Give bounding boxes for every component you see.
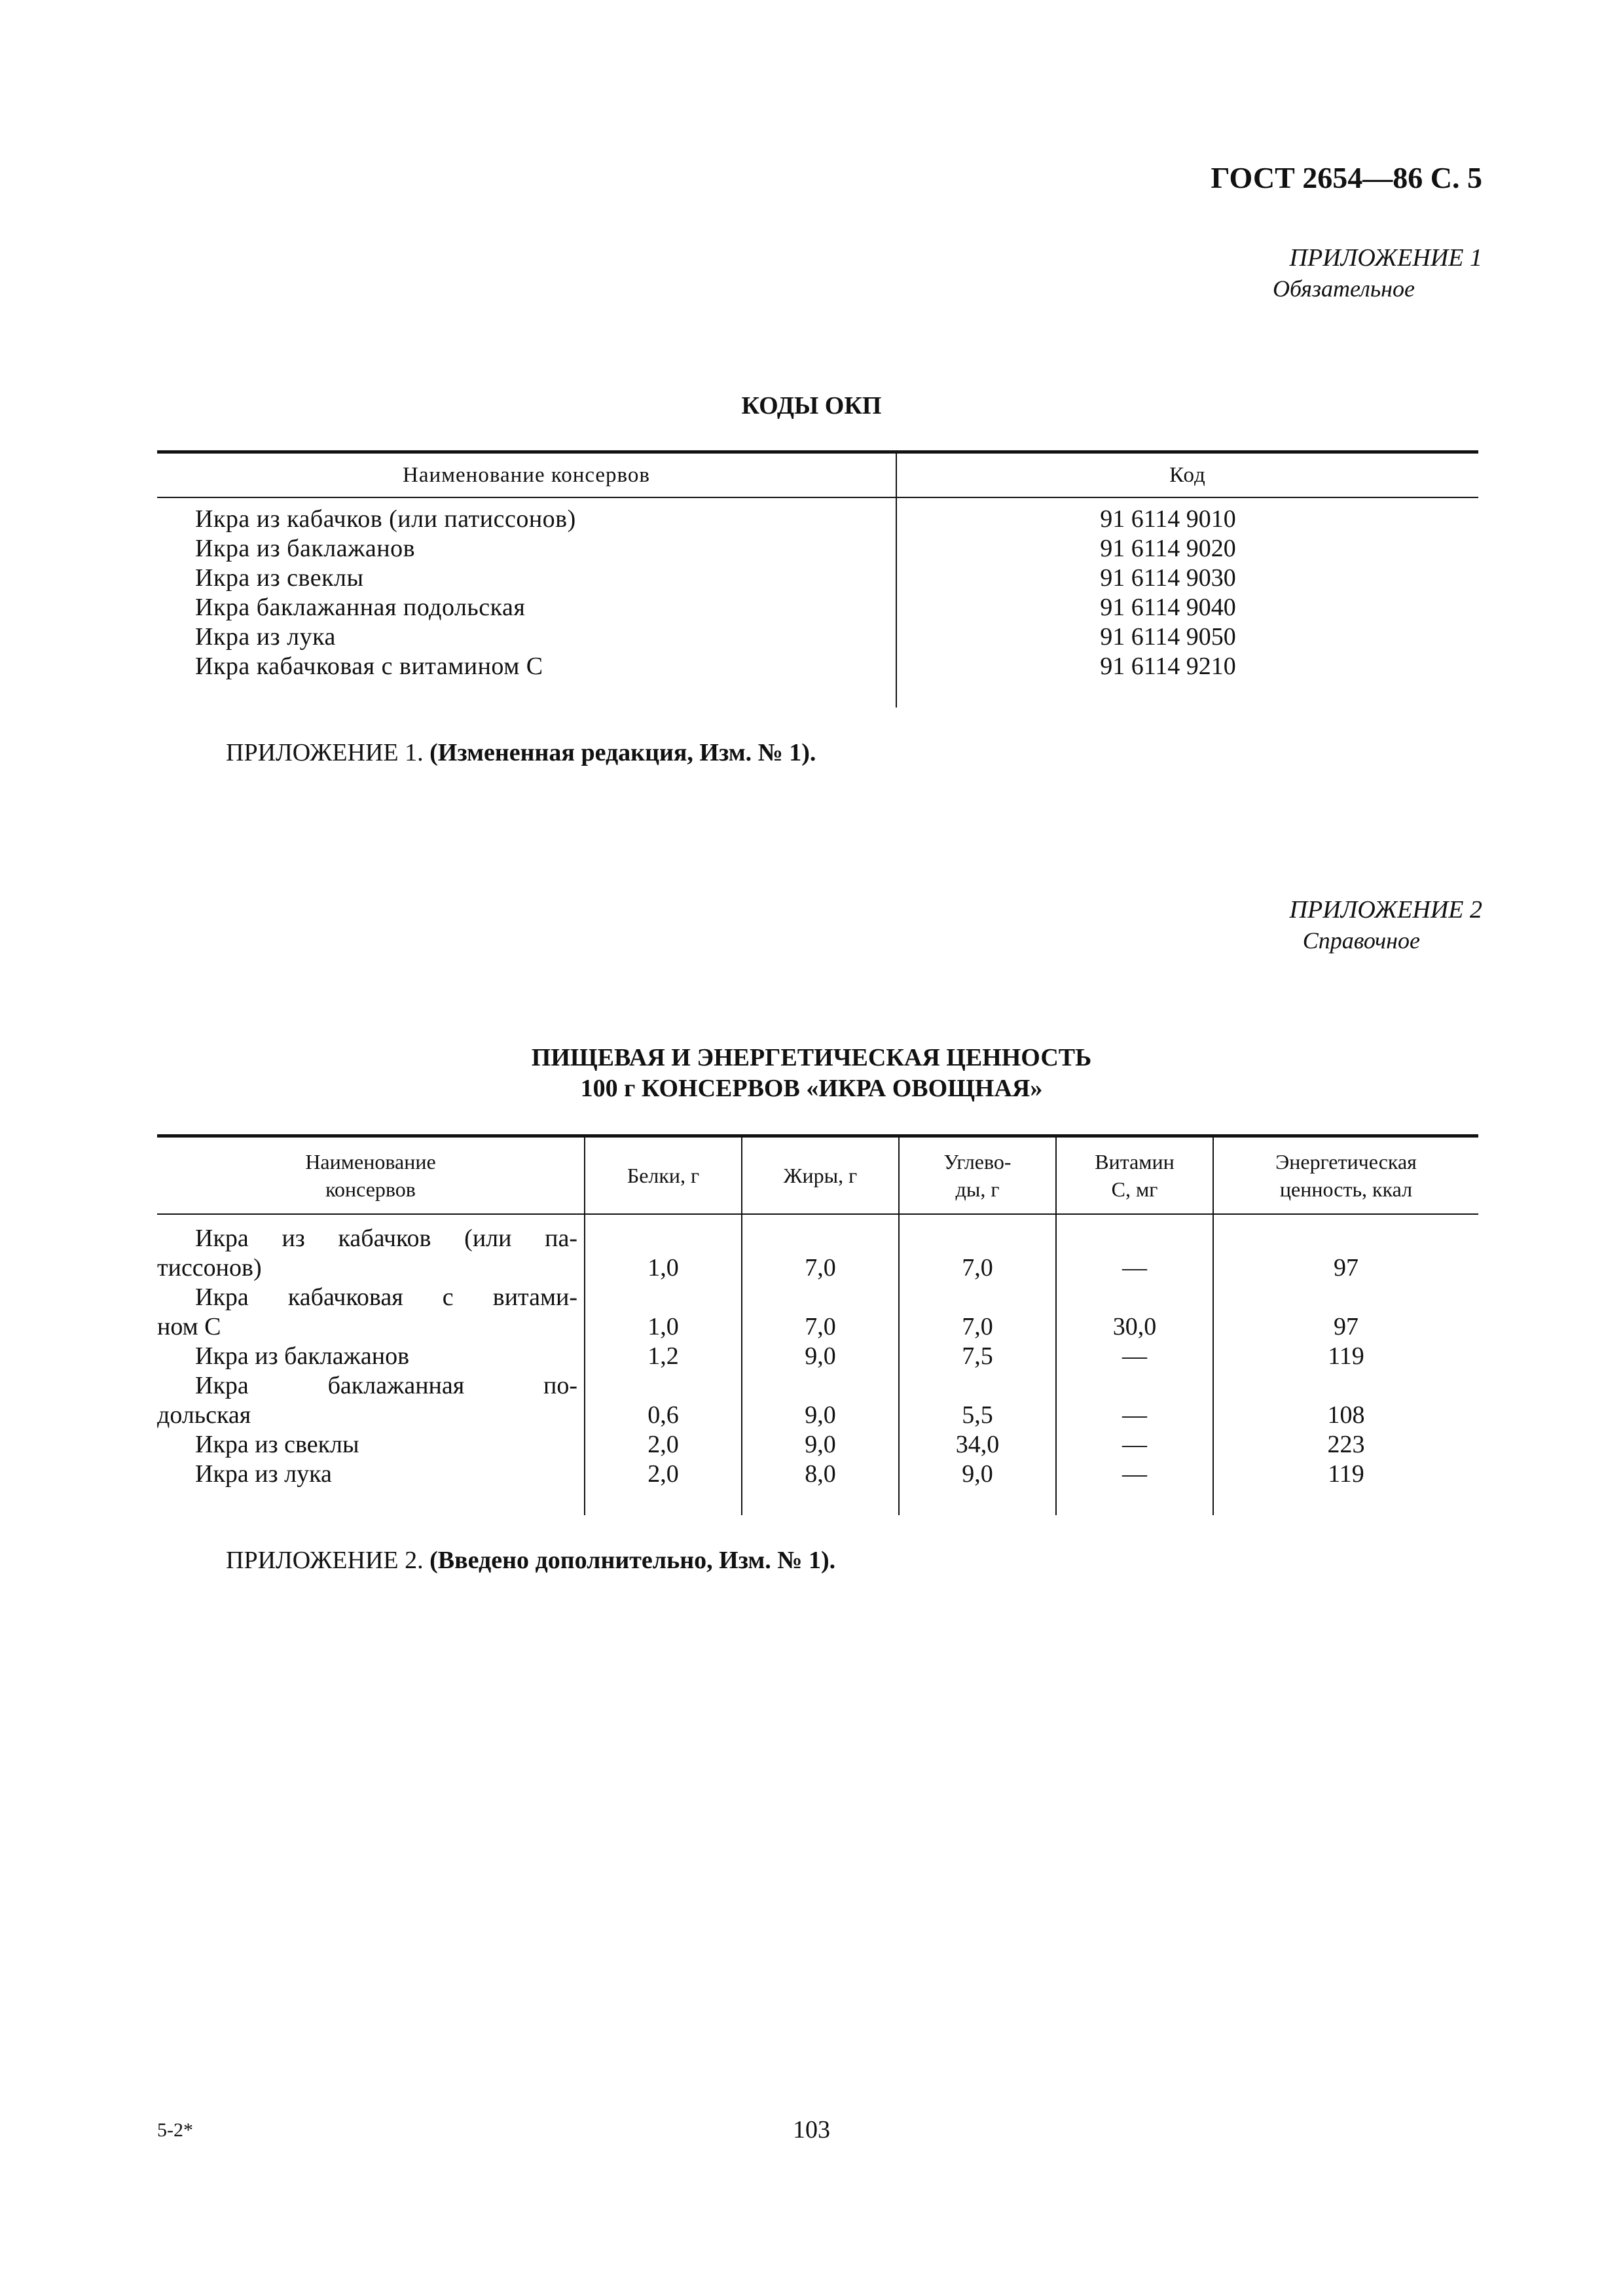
okp-row-name: Икра из свеклы [195, 564, 364, 592]
appendix2-label: ПРИЛОЖЕНИЕ 2 [1289, 896, 1482, 924]
nutrition-protein-column [584, 1215, 741, 1515]
energy-value: 223 [1327, 1431, 1365, 1458]
okp-table-body [157, 498, 1478, 708]
okp-row-name: Икра из кабачков (или патиссонов) [195, 505, 576, 533]
okp-name-column [157, 498, 896, 708]
product-name: Икра из свеклы [195, 1431, 359, 1458]
energy-value: 97 [1334, 1254, 1359, 1282]
protein-value: 1,2 [647, 1342, 679, 1370]
nutrition-table [157, 1134, 1478, 1515]
header-vitamin-line1: Витамин [1095, 1150, 1175, 1174]
appendix2-status: Справочное [1302, 927, 1420, 954]
nutrition-energy-column [1213, 1215, 1478, 1515]
header-vitamin-line2: С, мг [1111, 1177, 1158, 1201]
header-name-line1: Наименование [305, 1150, 436, 1174]
carbs-value: 5,5 [962, 1401, 993, 1429]
product-name: Икра баклажанная по- [195, 1372, 577, 1399]
appendix1-note-prefix: ПРИЛОЖЕНИЕ 1. [226, 739, 424, 766]
footer-print-mark: 5-2* [157, 2119, 193, 2141]
header-carbs-line1: Углево- [943, 1150, 1012, 1174]
okp-code-column [896, 498, 1478, 708]
vitamin-value: — [1122, 1460, 1147, 1488]
page-number: 103 [793, 2116, 830, 2144]
nutrition-header-protein: Белки, г [584, 1138, 741, 1213]
header-energy-line1: Энергетическая [1275, 1150, 1417, 1174]
product-name-cont: тиссонов) [157, 1254, 262, 1282]
product-name: Икра из лука [195, 1460, 332, 1488]
appendix2-note-amendment: (Введено дополнительно, Изм. № 1). [429, 1547, 836, 1574]
product-name: Икра из кабачков (или па- [195, 1225, 577, 1252]
okp-row-name: Икра из баклажанов [195, 535, 416, 562]
fat-value: 9,0 [805, 1342, 836, 1370]
fat-value: 9,0 [805, 1401, 836, 1429]
appendix2-note [226, 1546, 835, 1575]
carbs-value: 9,0 [962, 1460, 993, 1488]
fat-value: 7,0 [805, 1313, 836, 1340]
nutrition-carbs-column [898, 1215, 1055, 1515]
okp-row-code: 91 6114 9020 [1100, 535, 1236, 562]
product-name-cont: ном С [157, 1313, 221, 1340]
protein-value: 1,0 [647, 1313, 679, 1340]
vitamin-value: — [1122, 1342, 1147, 1370]
okp-row-name: Икра кабачковая с витамином С [195, 653, 543, 680]
vitamin-value: — [1122, 1431, 1147, 1458]
fat-value: 8,0 [805, 1460, 836, 1488]
appendix1-status: Обязательное [1273, 276, 1415, 302]
appendix1-note [226, 738, 816, 767]
nutrition-table-header [157, 1134, 1478, 1215]
okp-table-header [157, 450, 1478, 498]
energy-value: 119 [1328, 1342, 1364, 1370]
okp-header-code: Код [896, 454, 1478, 497]
carbs-value: 7,0 [962, 1254, 993, 1282]
okp-codes-table [157, 450, 1478, 708]
energy-value: 119 [1328, 1460, 1364, 1488]
energy-value: 108 [1327, 1401, 1365, 1429]
appendix2-note-prefix: ПРИЛОЖЕНИЕ 2. [226, 1547, 424, 1574]
nutrition-header-vitamin [1055, 1138, 1213, 1213]
okp-row-name: Икра баклажанная подольская [195, 594, 526, 621]
okp-header-name: Наименование консервов [403, 463, 650, 487]
nutrition-name-column [157, 1215, 584, 1515]
okp-row-code: 91 6114 9030 [1100, 564, 1236, 592]
appendix1-note-amendment: (Измененная редакция, Изм. № 1). [429, 739, 816, 766]
carbs-value: 34,0 [955, 1431, 1000, 1458]
appendix1-label: ПРИЛОЖЕНИЕ 1 [1289, 244, 1482, 272]
protein-value: 0,6 [647, 1401, 679, 1429]
nutrition-header-energy [1213, 1138, 1478, 1213]
appendix2-title-line2: 100 г КОНСЕРВОВ «ИКРА ОВОЩНАЯ» [580, 1075, 1043, 1102]
nutrition-table-body [157, 1215, 1478, 1515]
protein-value: 2,0 [647, 1431, 679, 1458]
header-name-line2: консервов [325, 1177, 416, 1201]
appendix2-title-line1: ПИЩЕВАЯ И ЭНЕРГЕТИЧЕСКАЯ ЦЕННОСТЬ [531, 1044, 1092, 1071]
energy-value: 97 [1334, 1313, 1359, 1340]
header-carbs-line2: ды, г [955, 1177, 1000, 1201]
protein-value: 2,0 [647, 1460, 679, 1488]
carbs-value: 7,0 [962, 1313, 993, 1340]
nutrition-fat-column [741, 1215, 898, 1515]
document-code: ГОСТ 2654—86 С. 5 [1211, 161, 1482, 194]
nutrition-vitamin-column [1055, 1215, 1213, 1515]
okp-row-name: Икра из лука [195, 623, 336, 651]
vitamin-value: — [1122, 1254, 1147, 1282]
product-name: Икра кабачковая с витами- [195, 1283, 577, 1311]
fat-value: 9,0 [805, 1431, 836, 1458]
product-name-cont: дольская [157, 1401, 251, 1429]
product-name: Икра из баклажанов [195, 1342, 410, 1370]
header-energy-line2: ценность, ккал [1279, 1177, 1413, 1201]
appendix1-title: КОДЫ ОКП [741, 392, 882, 420]
nutrition-header-fat: Жиры, г [741, 1138, 898, 1213]
okp-row-code: 91 6114 9050 [1100, 623, 1236, 651]
vitamin-value: 30,0 [1112, 1313, 1157, 1340]
nutrition-header-carbs [898, 1138, 1055, 1213]
protein-value: 1,0 [647, 1254, 679, 1282]
nutrition-header-name [157, 1138, 584, 1213]
okp-row-code: 91 6114 9010 [1100, 505, 1236, 533]
okp-row-code: 91 6114 9210 [1100, 653, 1236, 680]
fat-value: 7,0 [805, 1254, 836, 1282]
vitamin-value: — [1122, 1401, 1147, 1429]
carbs-value: 7,5 [962, 1342, 993, 1370]
okp-row-code: 91 6114 9040 [1100, 594, 1236, 621]
